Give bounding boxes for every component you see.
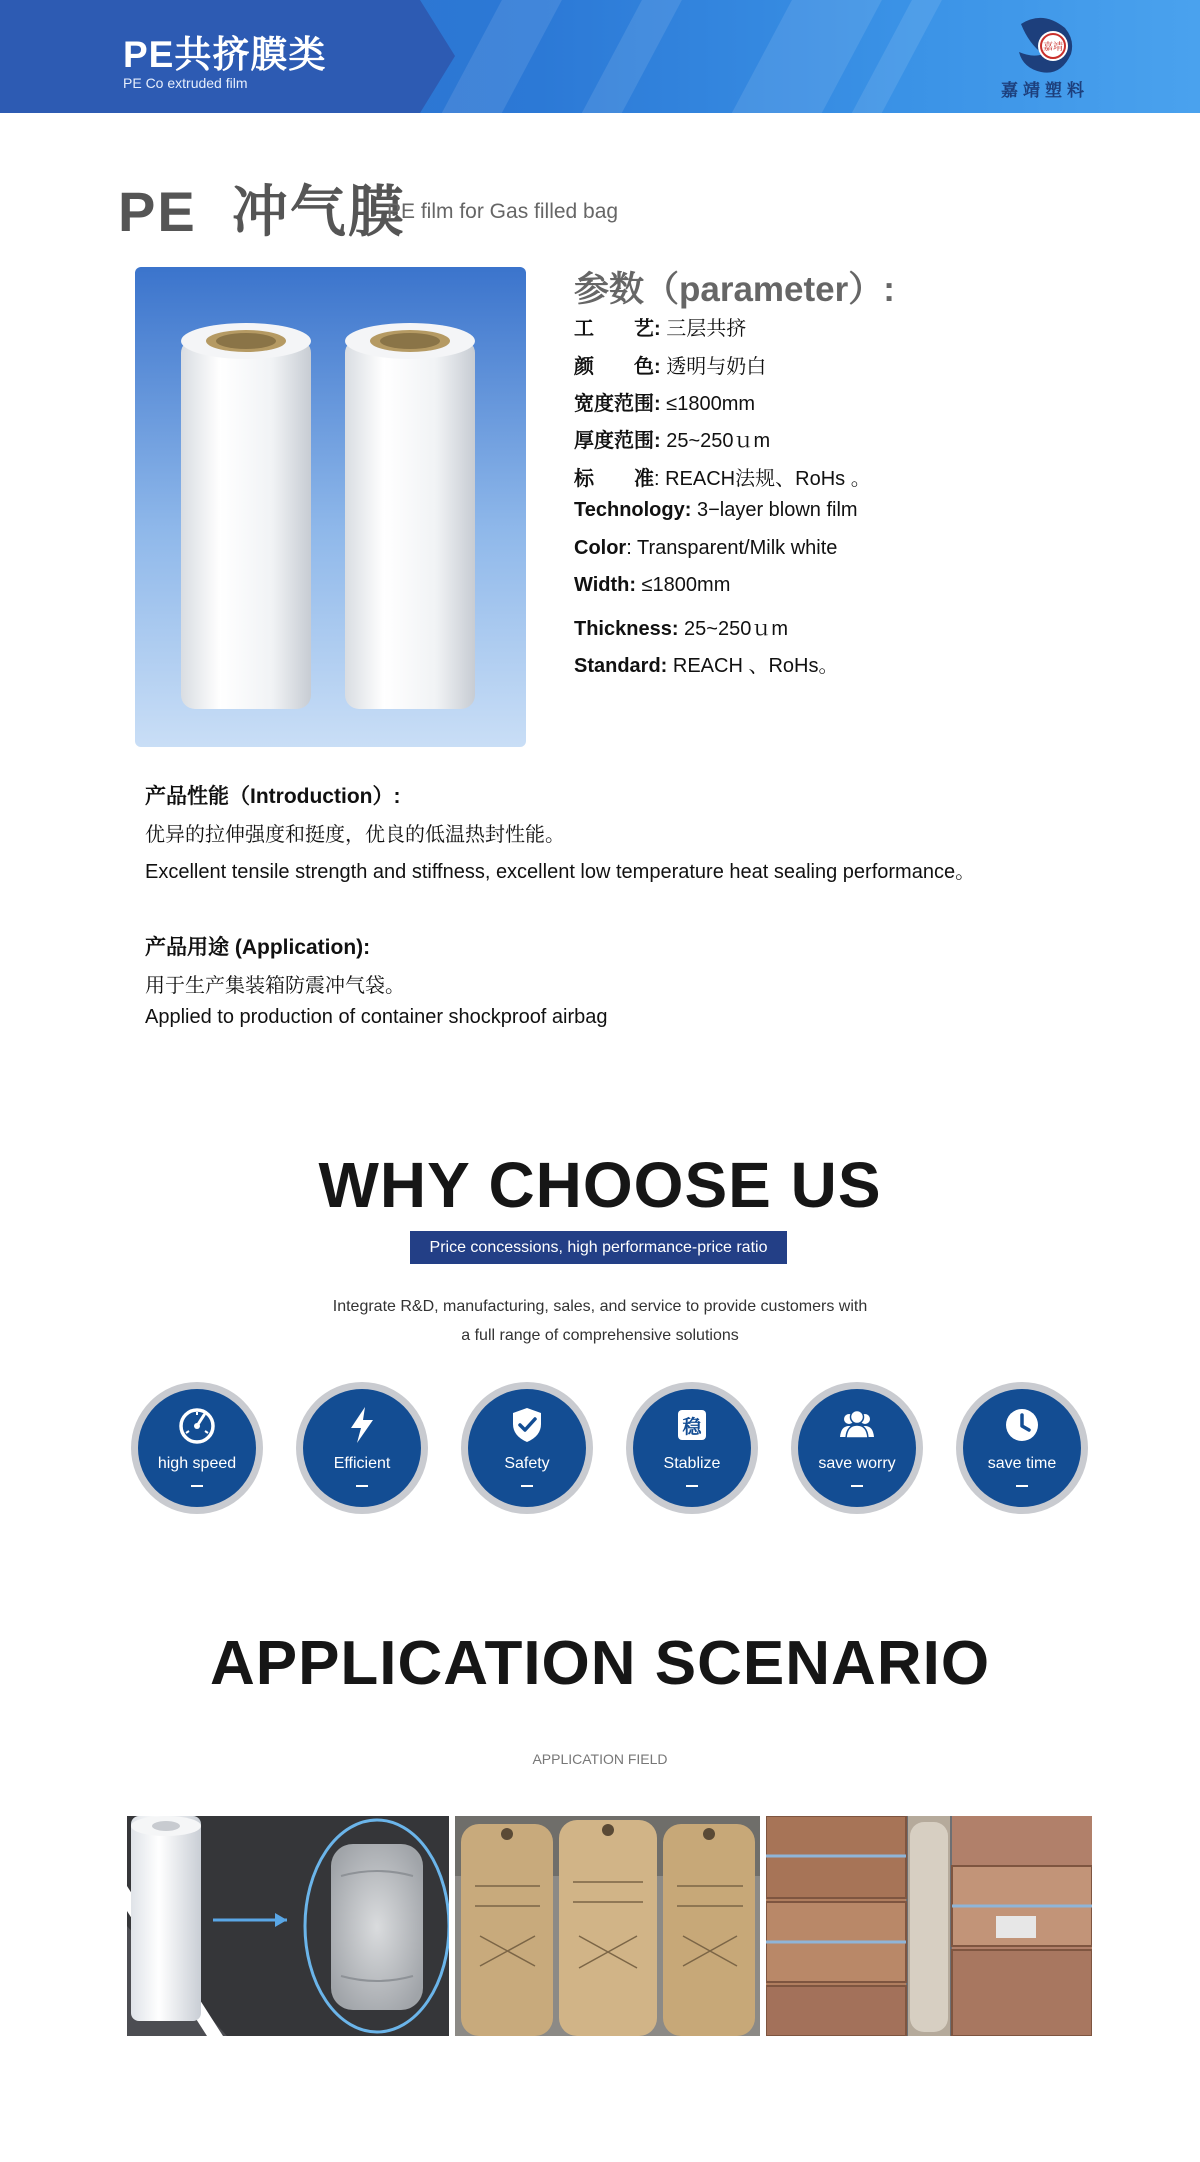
product-title-en: PE film for Gas filled bag xyxy=(387,200,619,223)
feature-high-speed[interactable] xyxy=(131,1382,263,1514)
logo-mark-icon xyxy=(1013,14,1077,78)
introduction-en: Excellent tensile strength and stiffness, excellent low temperature heat sealing performance。 xyxy=(145,861,976,883)
header-banner xyxy=(0,0,1200,113)
scenario-photo-container-boxes xyxy=(766,1816,1092,2036)
speedometer-icon xyxy=(177,1405,217,1445)
users-icon xyxy=(837,1405,877,1445)
feature-dash xyxy=(851,1485,863,1487)
feature-dash xyxy=(1016,1485,1028,1487)
application-field-subtitle: APPLICATION FIELD xyxy=(532,1751,668,1767)
introduction-heading: 产品性能（Introduction）: xyxy=(145,785,401,808)
lightning-icon xyxy=(342,1405,382,1445)
clock-icon xyxy=(1002,1405,1042,1445)
feature-dash xyxy=(191,1485,203,1487)
application-cn: 用于生产集装箱防震冲气袋。 xyxy=(145,975,405,997)
feature-dash xyxy=(521,1485,533,1487)
param-row-width-cn: 宽度范围: ≤1800mm xyxy=(574,393,756,415)
param-row-thickness: Thickness: 25~250ｕm xyxy=(574,618,788,640)
shield-check-icon xyxy=(507,1405,547,1445)
feature-label: save worry xyxy=(818,1455,896,1472)
feature-efficient[interactable] xyxy=(296,1382,428,1514)
svg-text:稳: 稳 xyxy=(682,1416,702,1438)
param-row-width: Width: ≤1800mm xyxy=(574,574,731,596)
company-logo[interactable] xyxy=(985,14,1105,104)
feature-label: high speed xyxy=(157,1455,237,1472)
feature-stablize[interactable] xyxy=(626,1382,758,1514)
page-subtitle: PE Co extruded film xyxy=(123,75,248,91)
introduction-cn: 优异的拉伸强度和挺度，优良的低温热封性能。 xyxy=(145,824,565,846)
feature-label: Efficient xyxy=(333,1455,391,1472)
param-row-standard-cn: 标 准: REACH法规、RoHs 。 xyxy=(574,468,871,490)
banner-stripe xyxy=(567,0,692,113)
param-row-technology: Technology: 3−layer blown film xyxy=(574,499,858,521)
feature-label: Stablize xyxy=(663,1455,721,1472)
product-title: PE 冲气膜 xyxy=(118,180,406,243)
feature-safety[interactable] xyxy=(461,1382,593,1514)
feature-save-time[interactable] xyxy=(956,1382,1088,1514)
why-badge: Price concessions, high performance-price ratio xyxy=(410,1231,787,1264)
application-en: Applied to production of container shockproof airbag xyxy=(145,1006,608,1028)
page-title: PE共挤膜类 xyxy=(123,34,327,75)
feature-label: save time xyxy=(987,1455,1057,1472)
param-row-thickness-cn: 厚度范围: 25~250ｕm xyxy=(574,430,771,452)
feature-dash xyxy=(686,1485,698,1487)
scenario-photo-film-airbag xyxy=(127,1816,449,2036)
feature-label: Safety xyxy=(504,1455,550,1472)
parameter-heading: 参数（parameter）: xyxy=(574,270,895,309)
why-choose-us-title: WHY CHOOSE US xyxy=(318,1149,882,1221)
application-heading: 产品用途 (Application): xyxy=(145,936,371,959)
scenario-photo-kraft-bags xyxy=(455,1816,760,2036)
why-description-line1: Integrate R&D, manufacturing, sales, and service to provide customers with xyxy=(332,1298,868,1315)
param-row-color-cn: 颜 色: 透明与奶白 xyxy=(574,356,767,378)
param-row-standard: Standard: REACH 、RoHs。 xyxy=(574,655,839,677)
svg-text:嘉靖: 嘉靖 xyxy=(1043,42,1063,53)
param-row-color: Color: Transparent/Milk white xyxy=(574,537,838,559)
feature-save-worry[interactable] xyxy=(791,1382,923,1514)
application-scenario-title: APPLICATION SCENARIO xyxy=(209,1629,991,1698)
feature-dash xyxy=(356,1485,368,1487)
why-description-line2: a full range of comprehensive solutions xyxy=(461,1327,739,1344)
product-photo xyxy=(135,267,526,747)
stable-badge-icon xyxy=(672,1405,712,1445)
logo-text: 嘉靖塑料 xyxy=(1001,81,1089,100)
param-row-process: 工 艺: 三层共挤 xyxy=(574,318,747,340)
